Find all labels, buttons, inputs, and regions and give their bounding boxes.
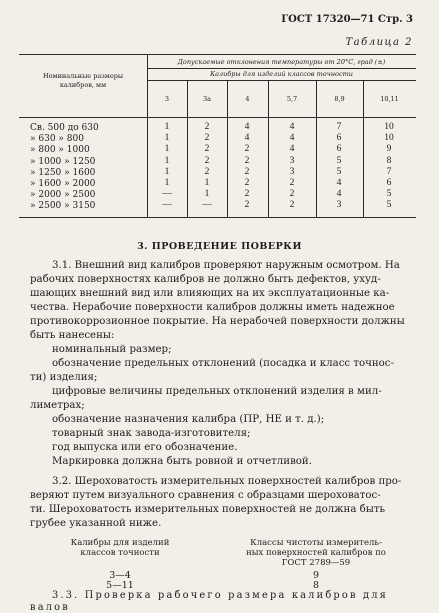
table-cell: 1 <box>204 178 210 188</box>
paragraph-line: быть нанесены: <box>30 330 115 341</box>
table-cell: 5 <box>386 200 392 211</box>
class-header: 3а <box>202 95 211 103</box>
table-cell: 10 <box>384 122 394 132</box>
table-cell: 2 <box>289 200 295 211</box>
table-bottom-rule <box>19 217 416 218</box>
table-cell: 4 <box>336 178 342 188</box>
table-cell: — <box>162 189 172 200</box>
paragraph-line: шающих внешний вид или влияющих на их эксплуатационные ка- <box>30 288 390 299</box>
table-row-label: » 1600 » 2000 <box>30 179 96 189</box>
mini-table-cell: 8 <box>312 580 320 591</box>
class-header: 5,7 <box>286 95 298 103</box>
list-item: год выпуска или его обозначение. <box>52 442 238 453</box>
mini-table-cell: 9 <box>312 570 320 581</box>
table-cell: 7 <box>386 166 392 177</box>
table-top-rule <box>19 54 416 55</box>
table-row-label: » 1000 » 1250 <box>30 156 96 167</box>
paragraph-line: противокоррозионное покрытие. На нерабочей поверхности должны <box>30 316 405 327</box>
table-cell: 4 <box>244 122 250 132</box>
table-cell: 2 <box>244 166 250 177</box>
paragraph-line: 3.1. Внешний вид калибров проверяют наружным осмотром. На <box>52 260 400 271</box>
table-cell: 6 <box>336 133 342 144</box>
table-cell: 4 <box>289 122 295 132</box>
table-cell: 1 <box>164 144 170 155</box>
list-item: цифровые величины предельных отклонений изделия в мил- <box>52 386 382 397</box>
table-cell: 8 <box>386 155 392 166</box>
mini-table-left-header: Калибры для изделий <box>70 538 170 548</box>
class-header: 4 <box>245 95 250 103</box>
table-header-rule <box>19 117 416 118</box>
table-number: Таблица 2 <box>345 37 413 48</box>
table-cell: 4 <box>336 189 342 200</box>
group-header: Допускаемые отклонения температуры от 20°С, град (±) <box>177 58 386 66</box>
table-cell: 2 <box>204 155 210 166</box>
table-cell: 5 <box>336 155 342 166</box>
list-item: Маркировка должна быть ровной и отчетливой. <box>52 456 312 467</box>
class-header: 10,11 <box>380 95 399 103</box>
paragraph-line: ти. Шероховатость измерительных поверхностей не должна быть <box>30 504 386 515</box>
table-cell: 2 <box>204 133 210 144</box>
paragraph-line: грубее указанной ниже. <box>30 518 162 529</box>
table-cell: 1 <box>164 166 170 177</box>
paragraph-line: рабочих поверхностях калибров не должно быть дефектов, ухуд- <box>30 274 381 285</box>
subsection-heading: валов <box>30 602 70 613</box>
paragraph-line: 3.2. Шероховатость измерительных поверхностей калибров про- <box>52 476 402 487</box>
list-item: товарный знак завода-изготовителя; <box>52 428 251 439</box>
table-cell: 4 <box>244 133 250 144</box>
list-item: лиметрах; <box>30 400 85 411</box>
mini-table-cell: 5—11 <box>106 580 134 591</box>
subsection-heading: 3.3. Проверка рабочего размера калибров для <box>52 590 389 601</box>
table-row-label: » 2000 » 2500 <box>30 190 96 201</box>
table-cell: 3 <box>289 155 295 166</box>
class-header: 8,9 <box>334 95 345 103</box>
table-cell: 4 <box>289 133 295 144</box>
mini-table-left-header: классов точности <box>80 548 160 558</box>
list-item: ти) изделия; <box>30 372 98 383</box>
table-cell: 2 <box>289 178 295 188</box>
table-cell: 2 <box>204 122 210 132</box>
table-cell: 1 <box>204 189 210 200</box>
table-cell: 2 <box>244 189 250 200</box>
class-header: 3 <box>164 95 170 103</box>
mini-table-right-header: Классы чистоты измеритель- <box>250 538 382 548</box>
table-row-label: » 2500 » 3150 <box>30 201 96 212</box>
group-header-rule <box>147 68 416 69</box>
table-cell: 2 <box>289 189 295 200</box>
table-cell: 1 <box>164 155 170 166</box>
table-cell: 2 <box>204 166 210 177</box>
row-header-line1: Номинальные размеры <box>42 72 124 80</box>
table-cell: 1 <box>164 178 170 188</box>
table-cell: 4 <box>289 144 295 155</box>
table-row-label: » 800 » 1000 <box>30 145 90 156</box>
tolerance-table <box>19 54 416 218</box>
paragraph-line: чества. Нерабочие поверхности калибров должны иметь надежное <box>30 302 395 313</box>
table-cell: 2 <box>244 144 250 155</box>
table-row-label: Св. 500 до 630 <box>30 123 99 133</box>
table-cell: 2 <box>244 155 250 166</box>
mini-table-right-header: ных поверхностей калибров по <box>246 548 386 558</box>
table-vrule <box>147 54 148 218</box>
table-cell: 3 <box>336 200 342 211</box>
table-cell: 2 <box>204 144 210 155</box>
table-cell: — <box>162 200 172 211</box>
list-item: обозначение предельных отклонений (посадка и класс точнос- <box>52 358 394 369</box>
list-item: обозначение назначения калибра (ПР, НЕ и т. д.); <box>52 414 325 425</box>
list-item: номинальный размер; <box>52 344 172 355</box>
table-cell: 9 <box>386 144 392 155</box>
section-title: 3. ПРОВЕДЕНИЕ ПОВЕРКИ <box>137 241 302 252</box>
paragraph-line: веряют путем визуального сравнения с образцами шероховатос- <box>30 490 381 501</box>
table-cell: 3 <box>289 166 295 177</box>
row-header-line2: калибров, мм <box>59 81 107 89</box>
mini-table-cell: 3—4 <box>109 570 131 581</box>
table-cell: 2 <box>244 178 250 188</box>
table-cell: 10 <box>384 133 394 144</box>
table-cell: 6 <box>336 144 342 155</box>
page-header: ГОСТ 17320—71 Стр. 3 <box>281 14 413 25</box>
table-cell: 1 <box>164 122 170 132</box>
table-cell: 1 <box>164 133 170 144</box>
subgroup-header: Калибры для изделий классов точности <box>210 70 353 78</box>
table-row-label: » 1250 » 1600 <box>30 167 96 178</box>
table-row-label: » 630 » 800 <box>30 134 84 145</box>
table-cell: 7 <box>336 122 342 132</box>
table-cell: 6 <box>386 178 392 188</box>
mini-table-right-header: ГОСТ 2789—59 <box>281 558 351 568</box>
table-cell: 5 <box>336 166 342 177</box>
table-cell: 5 <box>386 189 392 200</box>
table-cell: — <box>202 200 212 211</box>
table-cell: 2 <box>244 200 250 211</box>
